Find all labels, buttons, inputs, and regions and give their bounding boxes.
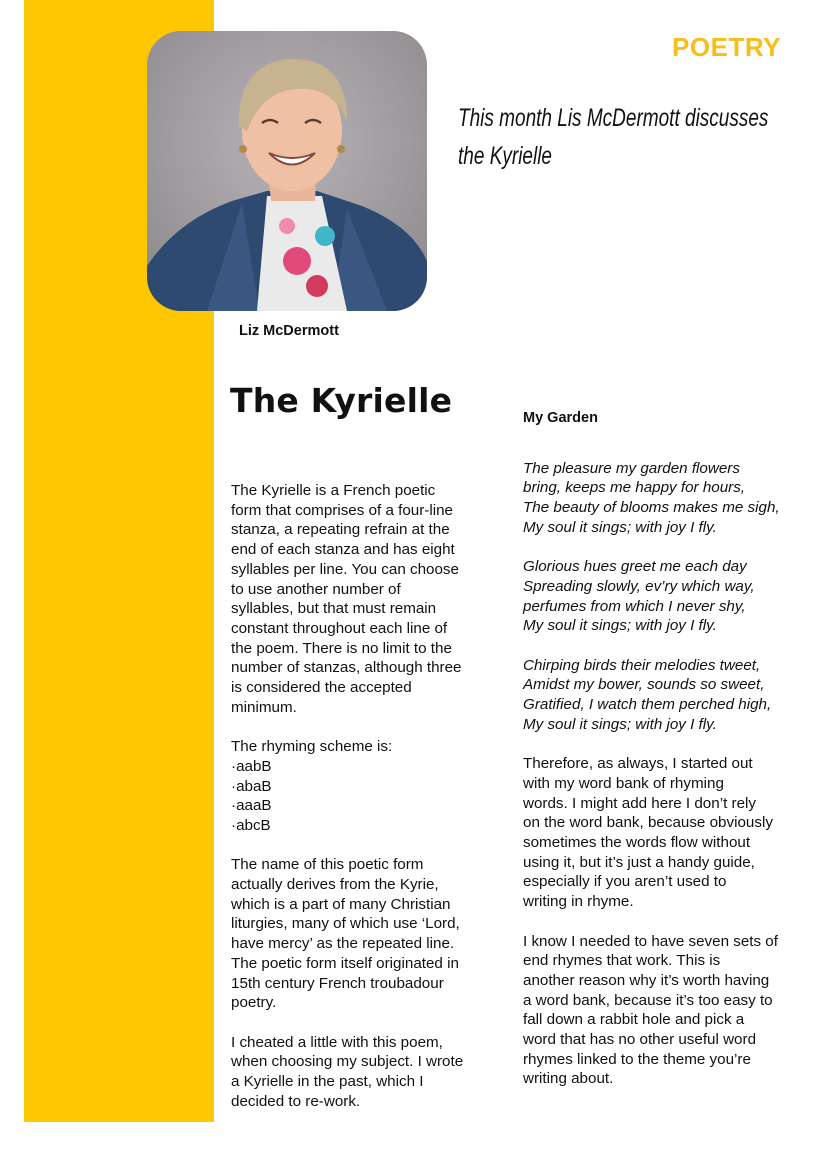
intro-line-2: the Kyrielle (458, 142, 552, 170)
poem-stanza: Glorious hues greet me each day Spreading slowly, ev’ry which way, perfumes from which I never shy, My soul it sings; with joy I fly. (523, 558, 755, 635)
intro-line-1: This month Lis McDermott discusses (458, 104, 769, 132)
rhyme-scheme-list (231, 757, 501, 836)
body-paragraph: Therefore, as always, I started out with my word bank of rhyming words. I might add here I don’t rely on the word bank, because obviously sometimes the words flow without using it, but it’s just a handy guide, especially if you aren’t used to writing in rhyme. (523, 755, 773, 911)
photo-caption: Liz McDermott (239, 323, 339, 339)
right-column (523, 409, 823, 1109)
rhyme-scheme-item: · abcB (231, 816, 501, 836)
section-label: POETRY (672, 32, 781, 62)
rhyme-scheme-item: · abaB (231, 777, 501, 797)
left-column (231, 481, 501, 1131)
rhyme-scheme-label: The rhyming scheme is: (231, 738, 393, 756)
body-paragraph: I know I needed to have seven sets of end rhymes that work. This is another reason why it’s worth having a word bank, because it’s too easy to fall down a rabbit hole and pick a word that has no other useful word rhymes linked to the theme you’re writing about. (523, 932, 778, 1088)
intro-standfirst (458, 99, 769, 175)
rhyme-scheme-item: · aaaB (231, 796, 501, 816)
body-paragraph: The Kyrielle is a French poetic form that comprises of a four-line stanza, a repeating refrain at the end of each stanza and has eight syllables per line. You can choose to use another number of syllables, but that must remain constant throughout each line of the poem. There is no limit to the number of stanzas, although three is considered the accepted minimum. (231, 482, 462, 716)
poem-title: My Garden (523, 410, 598, 426)
poem-stanza: Chirping birds their melodies tweet, Amidst my bower, sounds so sweet, Gratified, I watch them perched high, My soul it sings; with joy I fly. (523, 656, 772, 733)
article-title: The Kyrielle (230, 381, 453, 420)
body-paragraph: The name of this poetic form actually derives from the Kyrie, which is a part of many Christian liturgies, many of which use ‘Lord, have mercy’ as the repeated line. The poetic form itself originated in 15th century French troubadour poetry. (231, 856, 460, 1012)
poem-stanza: The pleasure my garden flowers bring, keeps me happy for hours, The beauty of blooms makes me sigh, My soul it sings; with joy I fly. (523, 459, 780, 536)
rhyme-scheme-item: · aabB (231, 757, 501, 777)
body-paragraph: I cheated a little with this poem, when choosing my subject. I wrote a Kyrielle in the past, which I decided to re-work. (231, 1033, 464, 1110)
author-photo (147, 31, 427, 311)
